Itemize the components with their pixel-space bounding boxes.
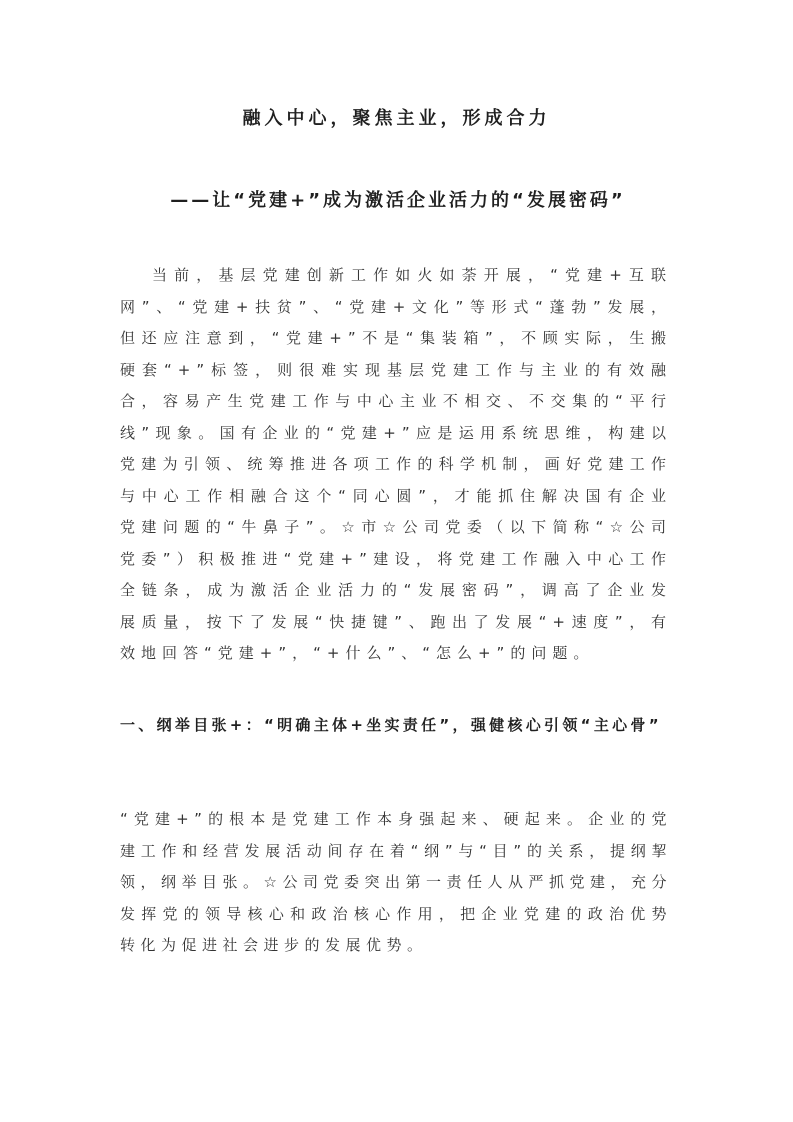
section-1-paragraph: “党建+”的根本是党建工作本身强起来、硬起来。企业的党建工作和经营发展活动间存在着“纲”与“目”的关系，提纲挈领，纲举目张。☆公司党委突出第一责任人从严抓党建，充分发挥党的领导核心和政治核心作用，把企业党建的政治优势转化为促进社会进步的发展优势。 <box>120 810 672 954</box>
document-title: 融入中心，聚焦主业，形成合力 <box>242 108 551 129</box>
section-1-heading: 一、纲举目张+：“明确主体+坐实责任”，强健核心引领“主心骨” <box>120 716 662 734</box>
intro-paragraph: 当前，基层党建创新工作如火如荼开展，“党建+互联网”、“党建+扶贫”、“党建+文化”等形式“蓬勃”发展，但还应注意到，“党建+”不是“集装箱”，不顾实际，生搬硬套“+”标签，则很难实现基层党建工作与主业的有效融合，容易产生党建工作与中心主业不相交、不交集的“平行线”现象。国有企业的“党建+”应是运用系统思维，构建以党建为引领、统筹推进各项工作的科学机制，画好党建工作与中心工作相融合这个“同心圆”，才能抓住解决国有企业党建问题的“牛鼻子”。☆市☆公司党委（以下简称“☆公司党委”）积极推进“党建+”建设，将党建工作融入中心工作全链条，成为激活企业活力的“发展密码”，调高了企业发展质量，按下了发展“快捷键”、跑出了发展“+速度”，有效地回答“党建+”，“+什么”、“怎么+”的问题。 <box>120 266 672 662</box>
document-subtitle: ——让“党建+”成为激活企业活力的“发展密码” <box>170 190 626 211</box>
